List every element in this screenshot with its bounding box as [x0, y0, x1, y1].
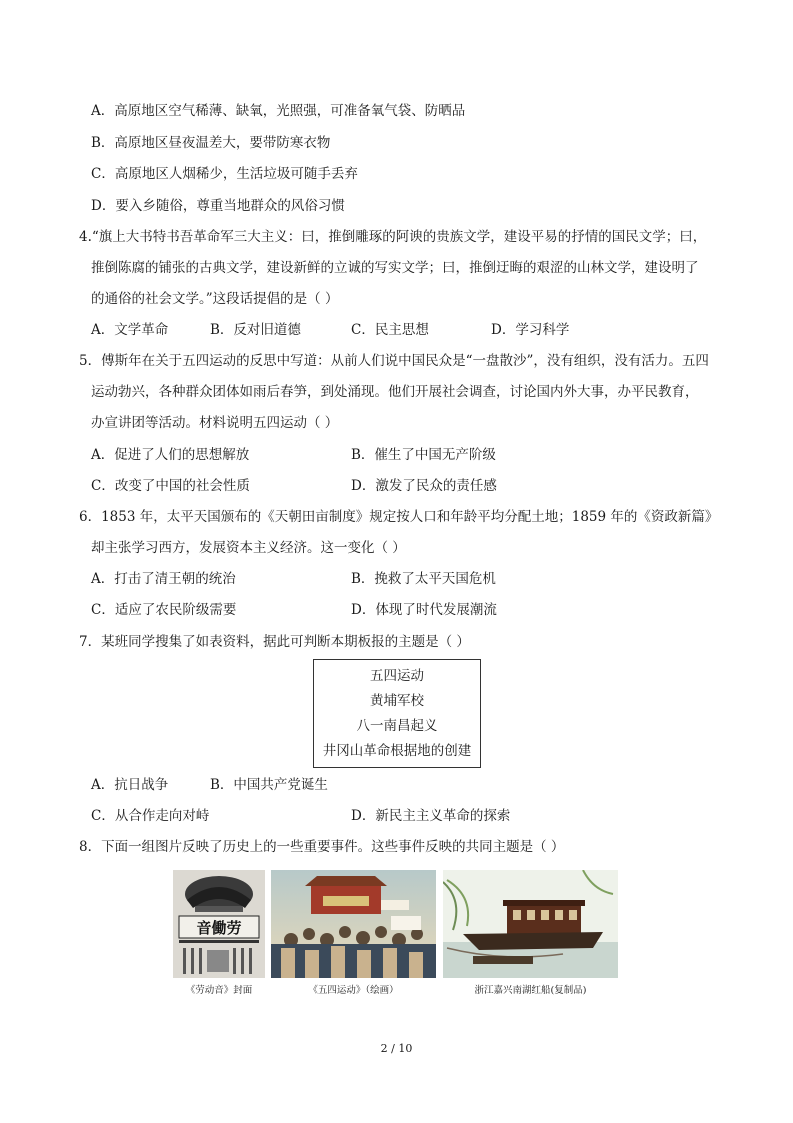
q6-stem-line2: 却主张学习西方，发展资本主义经济。这一变化（ ）	[91, 540, 406, 556]
q7-material-box	[313, 659, 481, 768]
q6-option-a: A．打击了清王朝的统治	[91, 571, 236, 587]
red-boat-image	[443, 870, 618, 978]
laodongyin-cover-image	[173, 870, 265, 978]
q5-option-b: B．催生了中国无产阶级	[351, 447, 496, 463]
q6-option-d: D．体现了时代发展潮流	[351, 602, 497, 618]
image-caption-1: 《劳动音》封面	[185, 985, 253, 996]
image-caption-2: 《五四运动》（绘画）	[308, 985, 399, 996]
q4-stem-line3: 的通俗的社会文学。”这段话提倡的是（ ）	[91, 291, 339, 307]
q7-option-a: A．抗日战争	[91, 777, 169, 793]
q5-option-a: A．促进了人们的思想解放	[91, 447, 250, 463]
q3-option-d: D．要入乡随俗，尊重当地群众的风俗习惯	[91, 198, 345, 214]
q3-option-a: A．高原地区空气稀薄、缺氧，光照强，可准备氧气袋、防晒品	[91, 103, 466, 119]
q5-option-c: C．改变了中国的社会性质	[91, 478, 250, 494]
q4-option-b: B．反对旧道德	[210, 322, 301, 338]
q3-option-c: C．高原地区人烟稀少，生活垃圾可随手丢弃	[91, 166, 358, 182]
q8-stem-line1: 8．下面一组图片反映了历史上的一些重要事件。这些事件反映的共同主题是（ ）	[79, 839, 565, 855]
q7-option-d: D．新民主主义革命的探索	[351, 808, 511, 824]
q7-box-item: 五四运动	[370, 668, 424, 684]
q7-box-item: 井冈山革命根据地的创建	[322, 743, 472, 759]
q8-image-group	[173, 870, 618, 1002]
q5-option-d: D．激发了民众的责任感	[351, 478, 497, 494]
q7-option-b: B．中国共产党诞生	[210, 777, 328, 793]
q6-option-c: C．适应了农民阶级需要	[91, 602, 237, 618]
page-number: 2 / 10	[380, 1042, 413, 1055]
q5-stem-line2: 运动勃兴，各种群众团体如雨后春笋，到处涌现。他们开展社会调查，讨论国内外大事，办平民教育，	[91, 384, 699, 400]
q4-option-c: C．民主思想	[351, 322, 429, 338]
q4-stem-line2: 推倒陈腐的铺张的古典文学，建设新鲜的立诚的写实文学；曰，推倒迂晦的艰涩的山林文学，建设明了	[91, 260, 699, 276]
may-fourth-painting-image	[271, 870, 436, 978]
q5-stem-line3: 办宣讲团等活动。材料说明五四运动（ ）	[91, 415, 339, 431]
q4-stem-line1: 4.“旗上大书特书吾革命军三大主义：曰，推倒雕琢的阿谀的贵族文学，建设平易的抒情的国民文学；曰，	[79, 229, 707, 245]
q4-option-a: A．文学革命	[91, 322, 169, 338]
q7-box-item: 八一南昌起义	[356, 718, 438, 734]
q6-option-b: B．挽救了太平天国危机	[351, 571, 496, 587]
q7-stem-line1: 7．某班同学搜集了如表资料，据此可判断本期板报的主题是（ ）	[79, 634, 470, 650]
q3-option-b: B．高原地区昼夜温差大，要带防寒衣物	[91, 135, 331, 151]
q4-option-d: D．学习科学	[491, 322, 570, 338]
image-caption-3: 浙江嘉兴南湖红船(复制品)	[474, 985, 587, 996]
q7-box-item: 黄埔军校	[370, 693, 424, 709]
q7-option-c: C．从合作走向对峙	[91, 808, 210, 824]
cover-title: 音働劳	[196, 919, 242, 937]
q6-stem-line1: 6．1853 年，太平天国颁布的《天朝田亩制度》规定按人口和年龄平均分配土地；1859 年的《资政新篇》	[79, 509, 719, 525]
q5-stem-line1: 5．傅斯年在关于五四运动的反思中写道：从前人们说中国民众是“一盘散沙”，没有组织，没有活力。五四	[79, 353, 709, 369]
